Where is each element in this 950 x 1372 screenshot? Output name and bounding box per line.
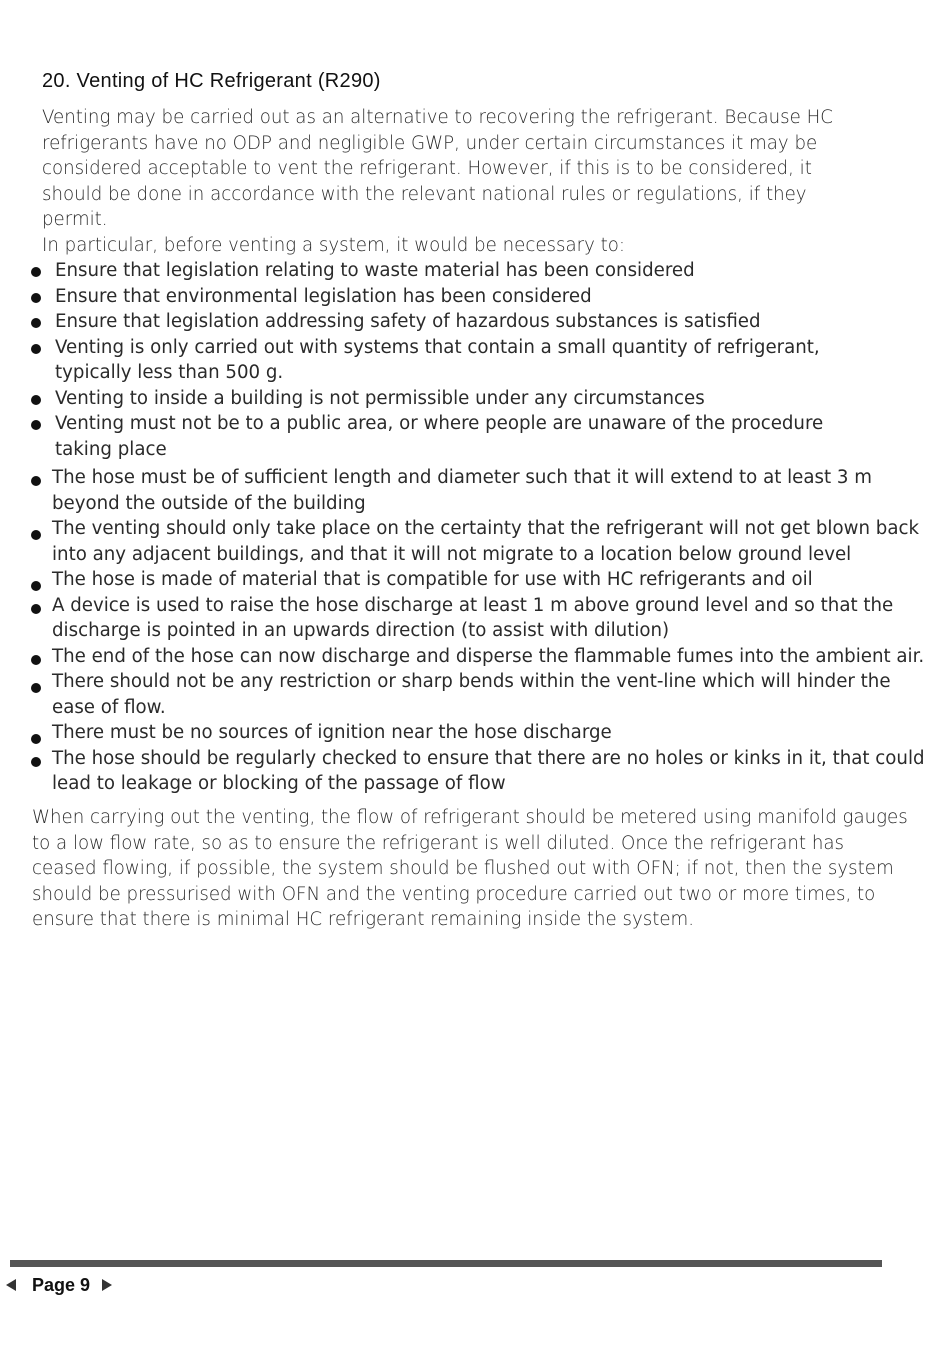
- intro-paragraph: Venting may be carried out as an alternative to recovering the refrigerant. Because HC refrigerants have no ODP and negligible GWP, under certain circumstances it may be considered acceptable to vent the refrigerant. However, if this is to be considered, it should be done in accordance with the relevant national rules or regulations, if they permit.: [42, 107, 833, 230]
- bullet-icon: [31, 267, 41, 277]
- list-item-text: Ensure that environmental legislation has been considered: [55, 285, 592, 307]
- list-item-text: Ensure that legislation relating to waste material has been considered: [55, 260, 695, 281]
- list-item-text: Ensure that legislation addressing safety of hazardous substances is satisfied: [55, 311, 761, 332]
- list-item: [55, 335, 855, 386]
- list-item: [52, 465, 932, 516]
- list-item: [55, 309, 855, 335]
- list-item: [52, 720, 932, 746]
- lead-in-text: In particular, before venting a system, it would be necessary to:: [42, 234, 626, 256]
- closing-paragraph: When carrying out the venting, the flow of refrigerant should be metered using manifold gauges to a low flow rate, so as to ensure the refrigerant is well diluted. Once the refrigerant has ceased flowing, if possible, the system should be flushed out with OFN; if not, then the system should be pressurised with OFN and the venting procedure carried out two or more times, to ensure that there is minimal HC refrigerant remaining inside the system.: [32, 807, 908, 930]
- list-item: [55, 386, 855, 412]
- list-item-text: Venting to inside a building is not permissible under any circumstances: [55, 387, 705, 409]
- list-item: [52, 746, 932, 797]
- pre-venting-checklist: [55, 258, 855, 462]
- list-item-text: The hose must be of sufficient length and diameter such that it will extend to at least 3 m beyond the outside of the building: [52, 467, 872, 514]
- bullet-icon: [31, 683, 41, 693]
- bullet-icon: [31, 420, 41, 430]
- list-item: [55, 411, 855, 462]
- list-item-text: The hose is made of material that is compatible for use with HC refrigerants and oil: [52, 569, 813, 590]
- list-item-text: The end of the hose can now discharge and disperse the flammable fumes into the ambient air.: [52, 645, 925, 667]
- bullet-icon: [31, 604, 41, 614]
- bullet-icon: [31, 476, 41, 486]
- list-item-text: There should not be any restriction or sharp bends within the vent-line which will hinder the ease of flow.: [52, 671, 891, 718]
- bullet-icon: [31, 344, 41, 354]
- list-item-text: The venting should only take place on the certainty that the refrigerant will not get blown back into any adjacent buildings, and that it will not migrate to a location below ground level: [52, 518, 920, 565]
- bullet-icon: [31, 395, 41, 405]
- list-item: [52, 644, 932, 670]
- list-item: [55, 258, 855, 284]
- list-item-text: A device is used to raise the hose discharge at least 1 m above ground level and so that the discharge is pointed in an upwards direction (to assist with dilution): [52, 594, 894, 641]
- footer-divider: [10, 1260, 882, 1267]
- section-heading: 20. Venting of HC Refrigerant (R290): [42, 70, 381, 92]
- bullet-icon: [31, 757, 41, 767]
- bullet-icon: [31, 734, 41, 744]
- hose-requirements-list: [52, 465, 932, 797]
- list-item: [52, 593, 932, 644]
- bullet-icon: [31, 581, 41, 591]
- page-number: Page 9: [32, 1274, 91, 1295]
- list-item: [52, 516, 932, 567]
- list-item: [52, 669, 932, 720]
- triangle-right-icon[interactable]: [102, 1279, 112, 1291]
- list-item-text: Venting must not be to a public area, or where people are unaware of the procedure taking place: [55, 413, 824, 460]
- bullet-icon: [31, 318, 41, 328]
- triangle-left-icon[interactable]: [6, 1279, 16, 1291]
- list-item: [55, 284, 855, 310]
- bullet-icon: [31, 293, 41, 303]
- bullet-icon: [31, 655, 41, 665]
- bullet-icon: [31, 530, 41, 540]
- intro-block: [42, 105, 842, 258]
- list-item-text: The hose should be regularly checked to ensure that there are no holes or kinks in it, that could lead to leakage or blocking of the passage of flow: [52, 747, 925, 794]
- page-navigation: [6, 1272, 112, 1298]
- list-item: [52, 567, 932, 593]
- list-item-text: There must be no sources of ignition near the hose discharge: [52, 722, 612, 743]
- list-item-text: Venting is only carried out with systems that contain a small quantity of refrigerant, typically less than 500 g.: [55, 336, 820, 383]
